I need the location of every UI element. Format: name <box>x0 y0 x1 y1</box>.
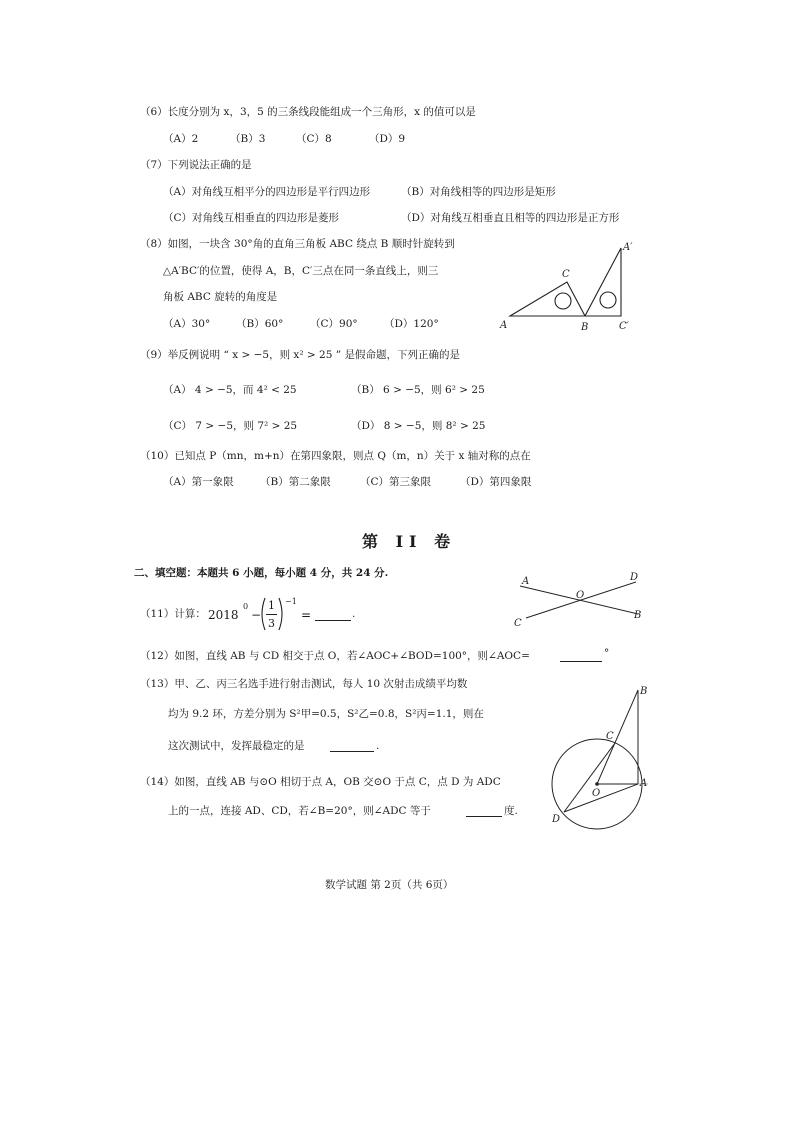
q8-label-C: C <box>562 269 570 280</box>
q7-option-a: （A）对角线互相平分的四边形是平行四边形 <box>163 186 371 198</box>
q14-label-C: C <box>606 731 614 742</box>
q9-option-c: （C） 7 > −5，则 7² > 25 <box>163 420 298 432</box>
q11-paren-right <box>277 597 285 631</box>
q13-period: . <box>376 740 380 752</box>
q9-option-d: （D） 8 > −5，则 8² > 25 <box>351 420 486 432</box>
q12-label-D: D <box>630 572 639 583</box>
q13-line3: 这次测试中，发挥最稳定的是 <box>168 740 305 752</box>
q7-option-d: （D）对角线互相垂直且相等的四边形是正方形 <box>401 212 620 224</box>
q12-label-A: A <box>522 576 530 587</box>
q14-line2: 上的一点，连接 AD、CD，若∠B=20°，则∠ADC 等于 <box>168 805 431 817</box>
q10-option-c: （C）第三象限 <box>360 476 432 488</box>
q13-answer-blank <box>330 751 374 752</box>
q6-option-a: （A）2 <box>163 133 199 145</box>
q6-option-d: （D）9 <box>369 133 406 145</box>
q12-intersecting-lines-figure <box>510 570 645 630</box>
q11-exponent-neg-one: −1 <box>285 597 297 606</box>
section-title: 第 II 卷 <box>362 532 457 551</box>
segment-dc <box>564 743 615 812</box>
q6-option-c: （C）8 <box>296 133 332 145</box>
q6-stem: （6）长度分别为 x，3，5 的三条线段能组成一个三角形，x 的值可以是 <box>140 106 476 118</box>
q8-line1: （8）如图，一块含 30°角的直角三角板 ABC 绕点 B 顺时针旋转到 <box>140 238 455 250</box>
q11-numerator: 1 <box>268 599 275 612</box>
q12-degree-unit: ° <box>604 647 610 659</box>
q11-year: 2018 <box>208 608 239 622</box>
q11-equals: = <box>301 608 312 622</box>
q7-stem: （7）下列说法正确的是 <box>140 159 252 171</box>
q13-line2: 均为 9.2 环，方差分别为 S²甲=0.5，S²乙=0.8，S²丙=1.1，则在 <box>168 708 484 720</box>
q14-unit: 度. <box>504 805 518 817</box>
q8-label-A: A <box>500 320 508 331</box>
q8-line3: 角板 ABC 旋转的角度是 <box>163 291 278 303</box>
q10-option-d: （D）第四象限 <box>460 476 532 488</box>
q11-answer-blank <box>315 620 351 621</box>
q8-option-b: （B）60° <box>236 318 284 330</box>
center-dot <box>595 782 599 786</box>
q13-line1: （13）甲、乙、丙三名选手进行射击测试，每人 10 次射击成绩平均数 <box>140 678 468 690</box>
q6-option-b: （B）3 <box>230 133 266 145</box>
triangle-abc <box>510 282 585 316</box>
q8-option-c: （C）90° <box>310 318 358 330</box>
q11-period: . <box>352 608 356 620</box>
q14-answer-blank <box>466 816 502 817</box>
q11-fraction-bar <box>266 614 277 615</box>
q8-line2: △A′BC′的位置，使得 A，B，C′三点在同一条直线上，则三 <box>163 265 439 277</box>
q9-stem: （9）举反例说明 “ x > −5，则 x² > 25 ” 是假命题，下列正确的是 <box>140 349 460 361</box>
q11-prefix: （11）计算： <box>140 608 206 620</box>
q12-answer-blank <box>560 661 602 662</box>
q10-option-b: （B）第二象限 <box>260 476 331 488</box>
section-heading: 二、填空题：本题共 6 小题，每小题 4 分，共 24 分. <box>134 567 389 579</box>
q14-label-D: D <box>552 814 561 825</box>
q12-label-B: B <box>634 610 642 621</box>
q14-label-A: A <box>640 778 648 789</box>
segment-ob <box>597 690 638 784</box>
q14-circle-tangent-figure <box>540 684 660 824</box>
q8-option-a: （A）30° <box>163 318 211 330</box>
q7-option-b: （B）对角线相等的四边形是矩形 <box>401 186 556 198</box>
q11-denominator: 3 <box>268 617 275 630</box>
q9-option-b: （B） 6 > −5，则 6² > 25 <box>351 384 485 396</box>
triangle-a2bc2 <box>585 248 621 316</box>
q12-text: （12）如图，直线 AB 与 CD 相交于点 O，若∠AOC+∠BOD=100°，则∠AOC= <box>140 650 530 662</box>
q14-line1: （14）如图，直线 AB 与⊙O 相切于点 A，OB 交⊙O 于点 C，点 D 为 ADC <box>140 776 501 788</box>
q10-option-a: （A）第一象限 <box>163 476 234 488</box>
q10-stem: （10）已知点 P（mn，m+n）在第四象限，则点 Q（m，n）关于 x 轴对称的点在 <box>140 450 531 462</box>
q11-minus: − <box>251 608 262 622</box>
q14-label-O: O <box>592 788 601 799</box>
q14-label-B: B <box>640 686 648 697</box>
q8-label-B: B <box>581 322 589 333</box>
q8-option-d: （D）120° <box>384 318 439 330</box>
q11-exponent-zero: 0 <box>243 602 249 611</box>
segment-da <box>564 784 638 812</box>
q12-label-C: C <box>514 618 522 629</box>
page-footer: 数学试题 第 2页（共 6页） <box>325 879 454 891</box>
q7-option-c: （C）对角线互相垂直的四边形是菱形 <box>163 212 340 224</box>
q8-label-C-prime: C′ <box>619 321 629 332</box>
q8-rotation-figure <box>495 238 655 338</box>
q12-label-O: O <box>576 590 585 601</box>
q9-option-a: （A） 4 > −5，而 4² < 25 <box>163 384 297 396</box>
q8-label-A-prime: A′ <box>623 242 633 253</box>
